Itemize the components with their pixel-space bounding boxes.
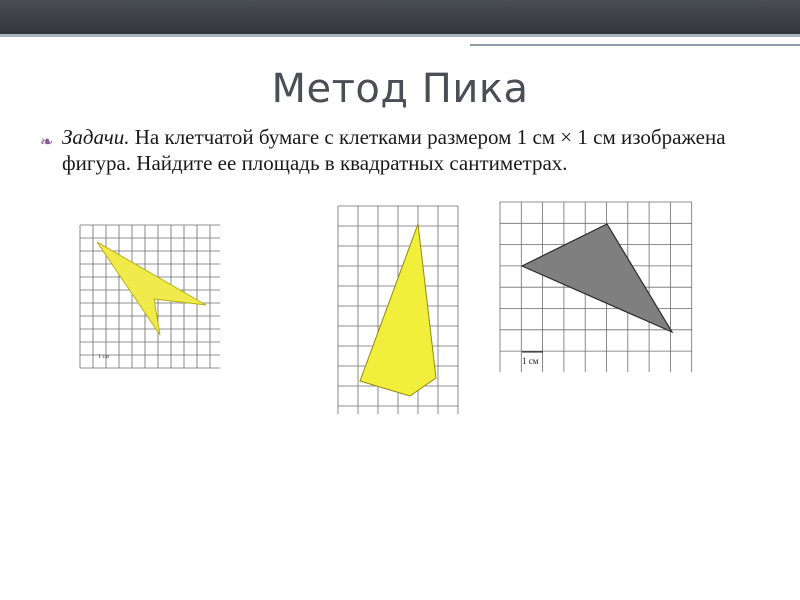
task-label: Задачи. xyxy=(62,125,130,149)
figure-kite xyxy=(338,206,460,416)
task-text xyxy=(40,124,762,176)
task-body: На клетчатой бумаге с клетками размером 1 см × 1 см изображена фигура. Найдите ее площадь в квадратных сантиметрах. xyxy=(62,125,726,175)
figure-triangle xyxy=(500,202,694,374)
scale-label: 1 см xyxy=(522,356,539,366)
scale-label: 1 см xyxy=(98,354,109,360)
bullet-icon: ❧ xyxy=(40,132,54,151)
slide-title: Метод Пика xyxy=(271,66,529,112)
figure-arrow xyxy=(80,225,222,370)
accent-strip xyxy=(0,34,800,56)
top-bar xyxy=(0,0,800,34)
arrow-shape xyxy=(97,242,206,335)
